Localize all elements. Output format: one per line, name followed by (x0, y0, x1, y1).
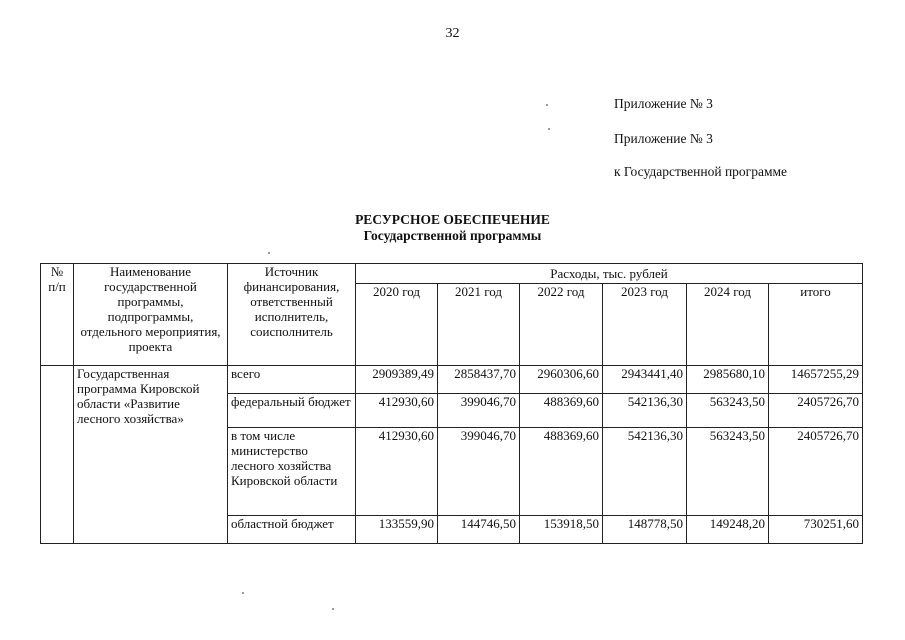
header-source: Источник финансирования, ответственный исполнитель, соисполнитель (228, 264, 356, 366)
header-year-2021: 2021 год (438, 284, 520, 366)
scan-speck (268, 252, 270, 254)
value-cell: 2985680,10 (687, 366, 769, 394)
row-num-cell (41, 366, 74, 544)
title-main: РЕСУРСНОЕ ОБЕСПЕЧЕНИЕ (355, 212, 550, 227)
table-row (41, 366, 863, 394)
scan-speck (546, 104, 548, 106)
appendix-line-2: Приложение № 3 (614, 131, 713, 146)
value-cell: 2405726,70 (769, 394, 863, 428)
header-year-2023: 2023 год (603, 284, 687, 366)
header-name: Наименование государственной программы, подпрограммы, отдельного мероприятия, проекта (74, 264, 228, 366)
source-cell: областной бюджет (228, 516, 356, 544)
scan-speck (242, 592, 244, 594)
appendix-line-3: к Государственной программе (614, 164, 788, 179)
source-cell: всего (228, 366, 356, 394)
value-cell: 133559,90 (356, 516, 438, 544)
program-name: Государственная программа Кировской области «Развитие лесного хозяйства» (74, 366, 228, 544)
value-cell: 488369,60 (520, 394, 603, 428)
appendix-line-1: Приложение № 3 (614, 96, 713, 111)
header-year-2020: 2020 год (356, 284, 438, 366)
value-cell: 153918,50 (520, 516, 603, 544)
value-cell: 399046,70 (438, 394, 520, 428)
page-number: 32 (445, 26, 460, 41)
source-cell: в том числе министерство лесного хозяйства Кировской области (228, 428, 356, 516)
value-cell: 14657255,29 (769, 366, 863, 394)
value-cell: 412930,60 (356, 394, 438, 428)
value-cell: 148778,50 (603, 516, 687, 544)
document-title (0, 212, 905, 244)
value-cell: 542136,30 (603, 394, 687, 428)
value-cell: 2909389,49 (356, 366, 438, 394)
value-cell: 542136,30 (603, 428, 687, 516)
title-sub: Государственной программы (363, 228, 542, 243)
header-total: итого (769, 284, 863, 366)
source-cell: федеральный бюджет (228, 394, 356, 428)
resource-table (40, 263, 863, 544)
value-cell: 730251,60 (769, 516, 863, 544)
header-expenses: Расходы, тыс. рублей (356, 264, 863, 284)
value-cell: 412930,60 (356, 428, 438, 516)
value-cell: 488369,60 (520, 428, 603, 516)
header-year-2024: 2024 год (687, 284, 769, 366)
scan-speck (332, 608, 334, 610)
value-cell: 399046,70 (438, 428, 520, 516)
scan-speck (548, 128, 550, 130)
value-cell: 563243,50 (687, 394, 769, 428)
value-cell: 149248,20 (687, 516, 769, 544)
value-cell: 2943441,40 (603, 366, 687, 394)
value-cell: 2858437,70 (438, 366, 520, 394)
value-cell: 144746,50 (438, 516, 520, 544)
value-cell: 563243,50 (687, 428, 769, 516)
header-num: № п/п (41, 264, 74, 366)
value-cell: 2405726,70 (769, 428, 863, 516)
header-year-2022: 2022 год (520, 284, 603, 366)
value-cell: 2960306,60 (520, 366, 603, 394)
